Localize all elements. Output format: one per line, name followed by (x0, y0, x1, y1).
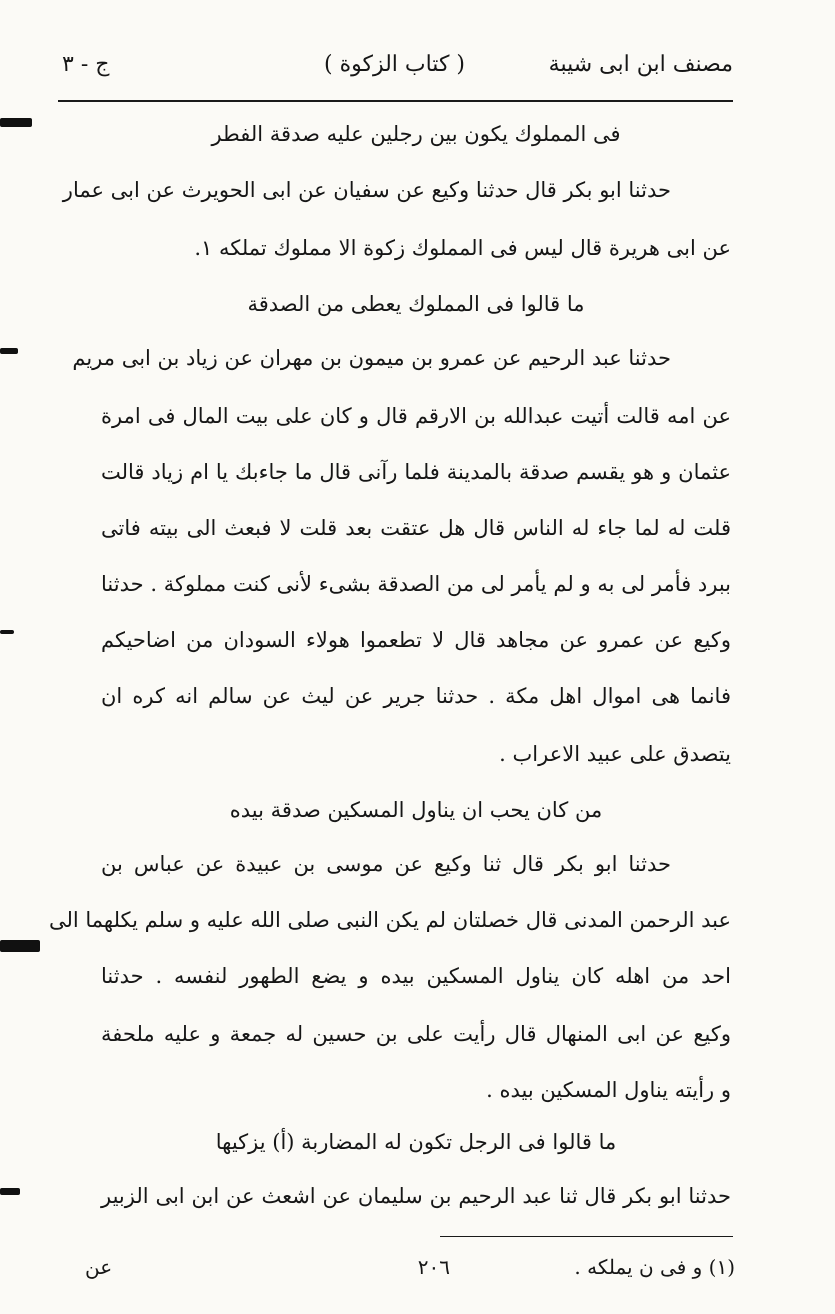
page-number: ٢٠٦ (417, 1255, 450, 1279)
scan-binding-mark (0, 630, 14, 634)
header-rule (58, 100, 733, 102)
text-line: وكيع عن ابى المنهال قال رأيت على بن حسين له جمعة و عليه ملحفة (101, 1022, 731, 1046)
section-heading: ما قالوا فى الرجل تكون له المضاربة (أ) يزكيها (215, 1130, 617, 1154)
text-line: عن ابى هريرة قال ليس فى المملوك زكوة الا مملوك تملكه ١. (194, 236, 731, 260)
scan-binding-mark (0, 118, 32, 127)
scan-binding-mark (0, 940, 40, 952)
text-line: فانما هى اموال اهل مكة . حدثنا جرير عن ليث عن سالم انه كره ان (101, 684, 731, 708)
text-line: وكيع عن عمرو عن مجاهد قال لا تطعموا هولاء السودان من اضاحيكم (101, 628, 731, 652)
book-title: مصنف ابن ابى شيبة (548, 52, 733, 77)
text-line: ببرد فأمر لى به و لم يأمر لى من الصدقة بشىء لأنى كنت مملوكة . حدثنا (101, 572, 731, 596)
scan-binding-mark (0, 348, 18, 354)
text-line: عثمان و هو يقسم صدقة بالمدينة فلما رآنى قال ما جاءبك يا ام زياد قالت (101, 460, 731, 484)
text-line: حدثنا عبد الرحيم عن عمرو بن ميمون بن مهران عن زياد بن ابى مريم (72, 346, 671, 370)
volume-label: ج - ٣ (62, 52, 110, 77)
section-heading: من كان يحب ان يناول المسكين صدقة بيده (229, 798, 603, 822)
footnote: (١) و فى ن يملكه . (574, 1255, 735, 1279)
text-line: حدثنا ابو بكر قال ثنا وكيع عن موسى بن عبيدة عن عباس بن (101, 852, 671, 876)
text-line: قلت له لما جاء له الناس قال هل عتقت بعد قلت لا فبعث الى بيته فاتى (101, 516, 731, 540)
text-line: حدثنا ابو بكر قال حدثنا وكيع عن سفيان عن ابى الحويرث عن ابى عمار (62, 178, 671, 202)
text-line: و رأيته يناول المسكين بيده . (486, 1078, 731, 1102)
scan-binding-mark (0, 1188, 20, 1195)
text-line: يتصدق على عبيد الاعراب . (499, 742, 731, 766)
running-header (62, 52, 733, 96)
text-line: حدثنا ابو بكر قال ثنا عبد الرحيم بن سليمان عن اشعث عن ابن ابى الزبير (101, 1184, 731, 1208)
text-line: عبد الرحمن المدنى قال خصلتان لم يكن النبى صلى الله عليه و سلم يكلهما الى (48, 908, 731, 932)
page-footer (85, 1255, 735, 1291)
text-line: عن امه قالت أتيت عبدالله بن الارقم قال و كان على بيت المال فى امرة (101, 404, 731, 428)
chapter-title: ( كتاب الزكوة ) (324, 52, 465, 77)
text-line: احد من اهله كان يناول المسكين بيده و يضع الطهور لنفسه . حدثنا (101, 964, 731, 988)
section-heading: ما قالوا فى المملوك يعطى من الصدقة (247, 292, 585, 316)
section-heading: فى المملوك يكون بين رجلين عليه صدقة الفطر (211, 122, 621, 146)
footnote-rule (440, 1236, 733, 1237)
catchword: عن (85, 1255, 113, 1279)
